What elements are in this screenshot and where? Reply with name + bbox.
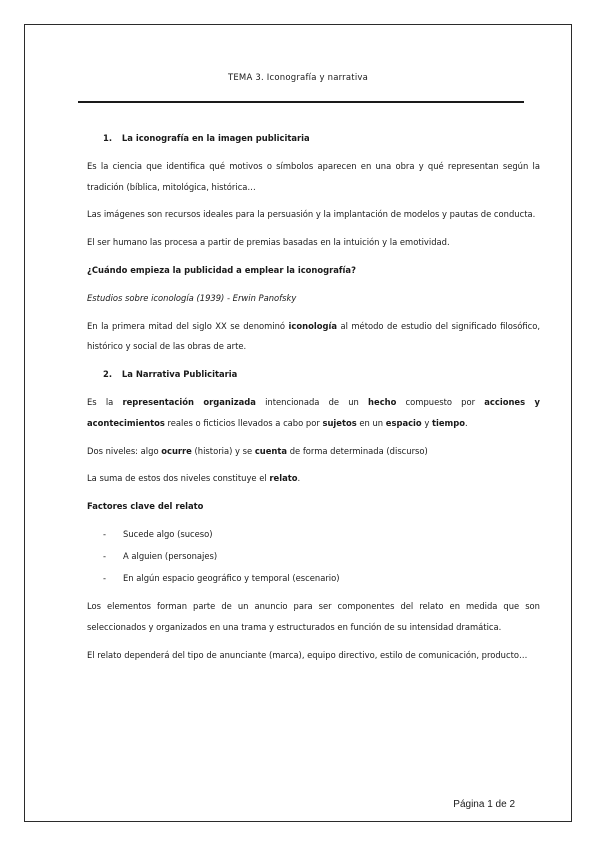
paragraph: El relato dependerá del tipo de anunciante (marca), equipo directivo, estilo de comunicación, producto… [87,649,528,660]
factors-heading: Factores clave del relato [87,501,204,512]
section-title: La iconografía en la imagen publicitaria [121,133,310,143]
section-heading-2 [87,364,540,385]
list-item [87,568,540,589]
sum-paragraph [87,468,540,489]
bold-term: relato [269,473,298,484]
paragraph: Los elementos forman parte de un anuncio para ser componentes del relato en medida que son seleccionados y organizados en una trama y estructurados en función de su intensidad dramática. [87,601,540,633]
text-run: reales o ficticios llevados a cabo por [164,417,323,428]
bullet-dash: - [103,550,107,561]
text-run: al método de estudio del significado filosófico, histórico y social de las obras de arte. [87,320,540,352]
text-run: intencionada de un [255,396,369,407]
section-number: 2. [103,369,113,380]
text-run: En la primera mitad del siglo XX se denominó [87,320,289,331]
bold-term: acciones y acontecimientos [87,396,540,428]
list-item-text: A alguien (personajes) [123,550,218,561]
bullet-dash: - [103,528,107,539]
bold-term: ocurre [161,445,192,456]
paragraph: El ser humano las procesa a partir de premias basadas en la intuición y la emotividad. [87,237,450,248]
bullet-dash: - [103,572,107,583]
text-run: compuesto por [396,396,485,407]
bold-term: tiempo [431,417,465,428]
document-body [87,128,540,673]
list-item-text: En algún espacio geográfico y temporal (escenario) [123,572,340,583]
text-run: Dos niveles: algo [87,445,162,456]
bold-term: iconología [288,320,337,331]
text-run: La suma de estos dos niveles constituye el [87,473,270,484]
bold-term: cuenta [254,445,288,456]
bold-term: sujetos [322,417,357,428]
text-run: . [465,417,468,428]
bold-term: hecho [368,396,397,407]
paragraph: Las imágenes son recursos ideales para la persuasión y la implantación de modelos y pautas de conducta. [87,209,536,220]
page-number: Página 1 de 2 [453,799,515,810]
factors-list [87,524,540,588]
levels-paragraph [87,441,540,462]
reference-citation: Estudios sobre iconología (1939) - Erwin Panofsky [87,292,297,303]
text-run: (historia) y se [191,445,255,456]
definition-paragraph [87,392,540,434]
text-run: y [421,417,432,428]
document-page [24,24,572,822]
text-run: . [297,473,301,484]
text-run: en un [356,417,386,428]
section-heading-1 [87,128,540,149]
paragraph: Es la ciencia que identifica qué motivos o símbolos aparecen en una obra y qué representan según la tradición (bíblica, mitológica, histórica… [87,160,540,192]
list-item [87,546,540,567]
text-run: de forma determinada (discurso) [287,445,428,456]
list-item-text: Sucede algo (suceso) [123,528,213,539]
document-header-title: TEMA 3. Iconografía y narrativa [227,73,369,83]
list-item [87,524,540,545]
section-number: 1. [103,133,113,143]
bold-term: espacio [385,417,422,428]
question-heading: ¿Cuándo empieza la publicidad a emplear la iconografía? [87,264,356,275]
header-divider [78,101,524,103]
text-run: Es la [87,396,123,407]
paragraph [87,316,540,358]
bold-term: representación organizada [122,396,256,407]
section-title: La Narrativa Publicitaria [121,369,238,380]
